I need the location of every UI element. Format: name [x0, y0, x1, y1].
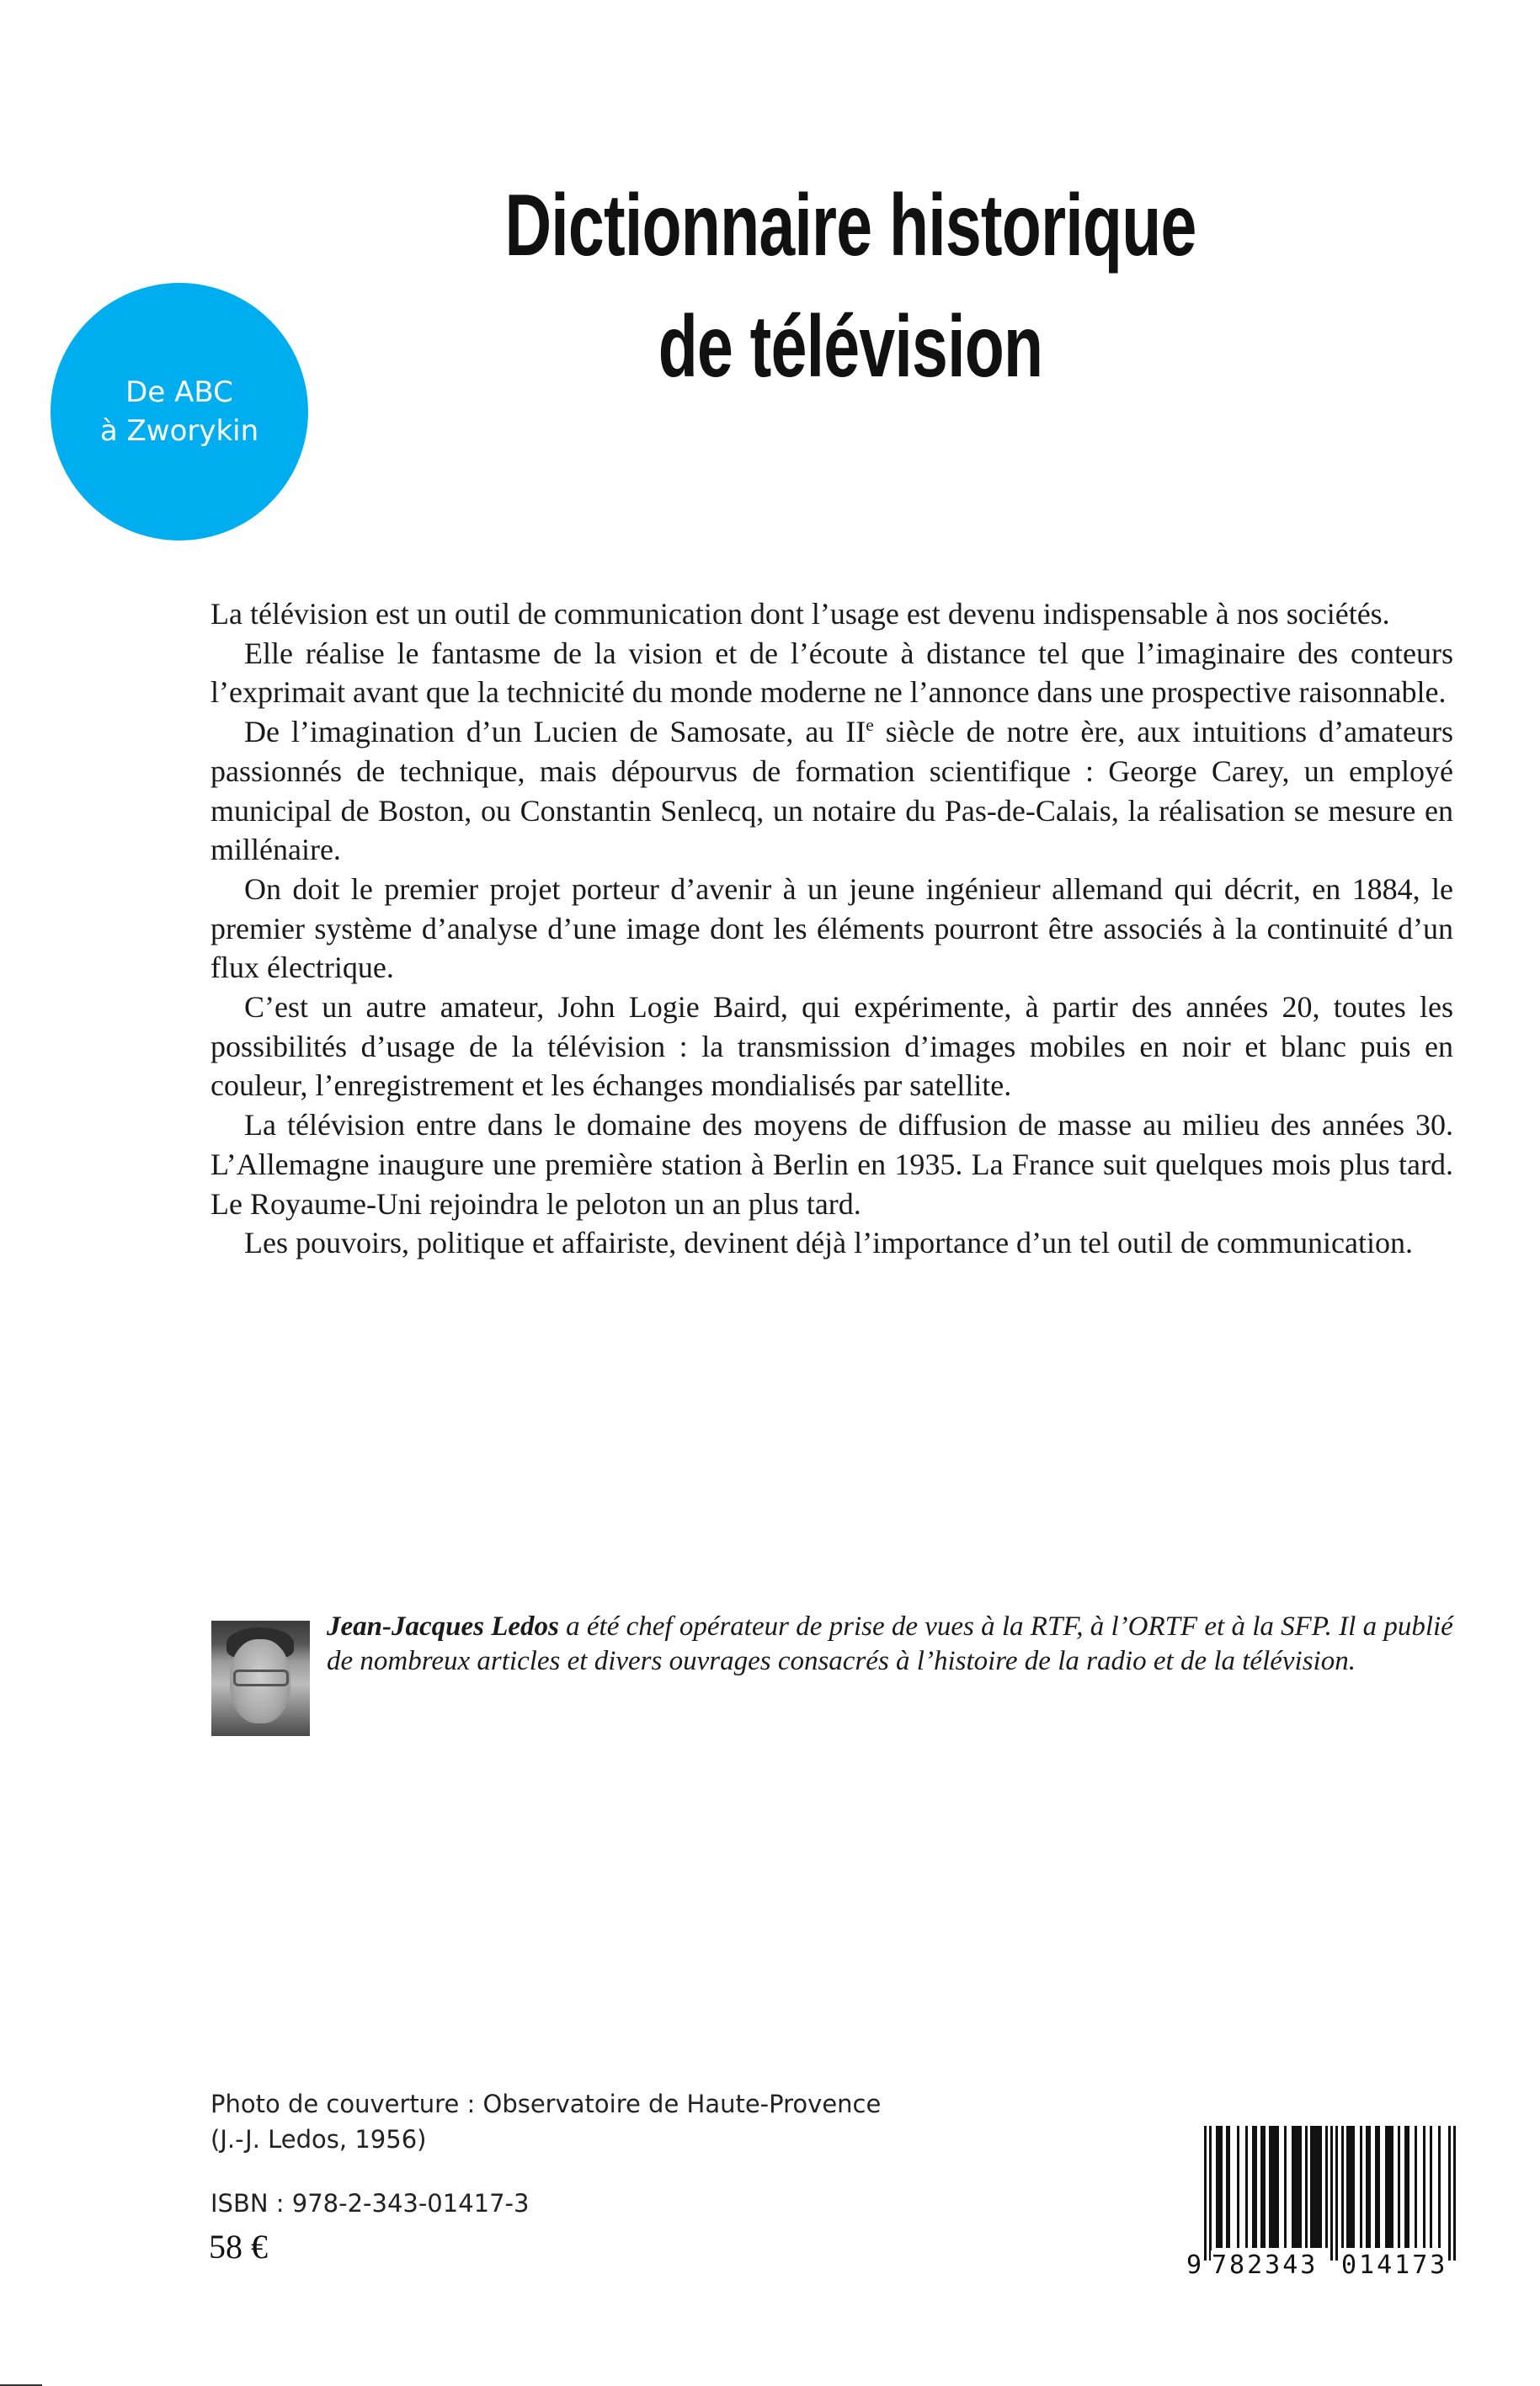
- roman-numeral: II: [845, 715, 866, 749]
- blurb-paragraph: La télévision est un outil de communication dont l’usage est devenu indispensable à nos sociétés.: [210, 597, 1390, 631]
- blurb-paragraph: On doit le premier projet porteur d’avenir à un jeune ingénieur allemand qui décrit, en 1884, le premier système d’analyse d’une image dont les éléments pourront être associés à la continuité d’un flux électrique.: [210, 871, 1453, 985]
- author-photo: [211, 1621, 310, 1736]
- badge-line-2: à Zworykin: [99, 414, 259, 448]
- ordinal-superscript: e: [866, 715, 874, 736]
- credit-line-1: Photo de couverture : Observatoire de Haute-Provence: [210, 2090, 882, 2118]
- author-bio-text: a été chef opérateur de prise de vues à la RTF, à l’ORTF et à la SFP. Il a publié de nombreux articles et divers ouvrages consacrés à l’histoire de la radio et de la télévision.: [327, 1611, 1453, 1676]
- title-line-2: de télévision: [658, 298, 1043, 396]
- blurb-text: De l’imagination d’un Lucien de Samosate, au: [244, 715, 846, 749]
- barcode: [1187, 2126, 1465, 2282]
- barcode-group-left: 782343: [1212, 2250, 1319, 2280]
- cover-photo-credit: [210, 2086, 881, 2157]
- blurb-paragraph: C’est un autre amateur, John Logie Baird, qui expérimente, à partir des années 20, toutes les possibilités d’usage de la télévision : la transmission d’images mobiles en noir et blanc puis en couleur, l’enregistrement et les échanges mondialisés par satellite.: [210, 990, 1453, 1103]
- barcode-digits: [1187, 2250, 1465, 2279]
- photo-glasses: [233, 1670, 289, 1686]
- credit-line-2: (J.-J. Ledos, 1956): [210, 2125, 427, 2154]
- blurb-paragraph: La télévision entre dans le domaine des moyens de diffusion de masse au milieu des années 30. L’Allemagne inaugure une première station à Berlin en 1935. La France suit quelques mois plus tard. Le Royaume-Uni rejoindra le peloton un an plus tard.: [210, 1108, 1453, 1221]
- blurb-paragraph: Les pouvoirs, politique et affairiste, devinent déjà l’importance d’un tel outil de communication.: [244, 1226, 1413, 1260]
- barcode-digit-first: 9: [1186, 2250, 1202, 2280]
- barcode-bars-icon: [1187, 2126, 1465, 2261]
- author-bio: [327, 1610, 1455, 1679]
- barcode-group-right: 014173: [1341, 2250, 1448, 2280]
- series-badge: [51, 283, 308, 541]
- blurb: [210, 594, 1453, 1263]
- blurb-paragraph: Elle réalise le fantasme de la vision et de l’écoute à distance tel que l’imaginaire des conteurs l’exprimait avant que la technicité du monde moderne ne l’annonce dans une prospective raisonnable.: [210, 636, 1453, 710]
- blurb-text: siècle de notre ère, aux intuitions d’amateurs passionnés de technique, mais dépourvus de formation scientifique : George Carey, un employé municipal de Boston, ou Constantin Senlecq, un notaire du Pas-de-Calais, la réalisation se mesure en millénaire.: [210, 715, 1454, 867]
- badge-line-1: De ABC: [125, 375, 233, 409]
- title-line-1: Dictionnaire historique: [504, 177, 1196, 274]
- author-name: Jean-Jacques Ledos: [327, 1611, 559, 1642]
- price: 58 €: [209, 2228, 268, 2266]
- isbn: ISBN : 978-2-343-01417-3: [210, 2189, 530, 2218]
- blurb-paragraph: [210, 712, 1453, 870]
- book-title: [482, 165, 1218, 407]
